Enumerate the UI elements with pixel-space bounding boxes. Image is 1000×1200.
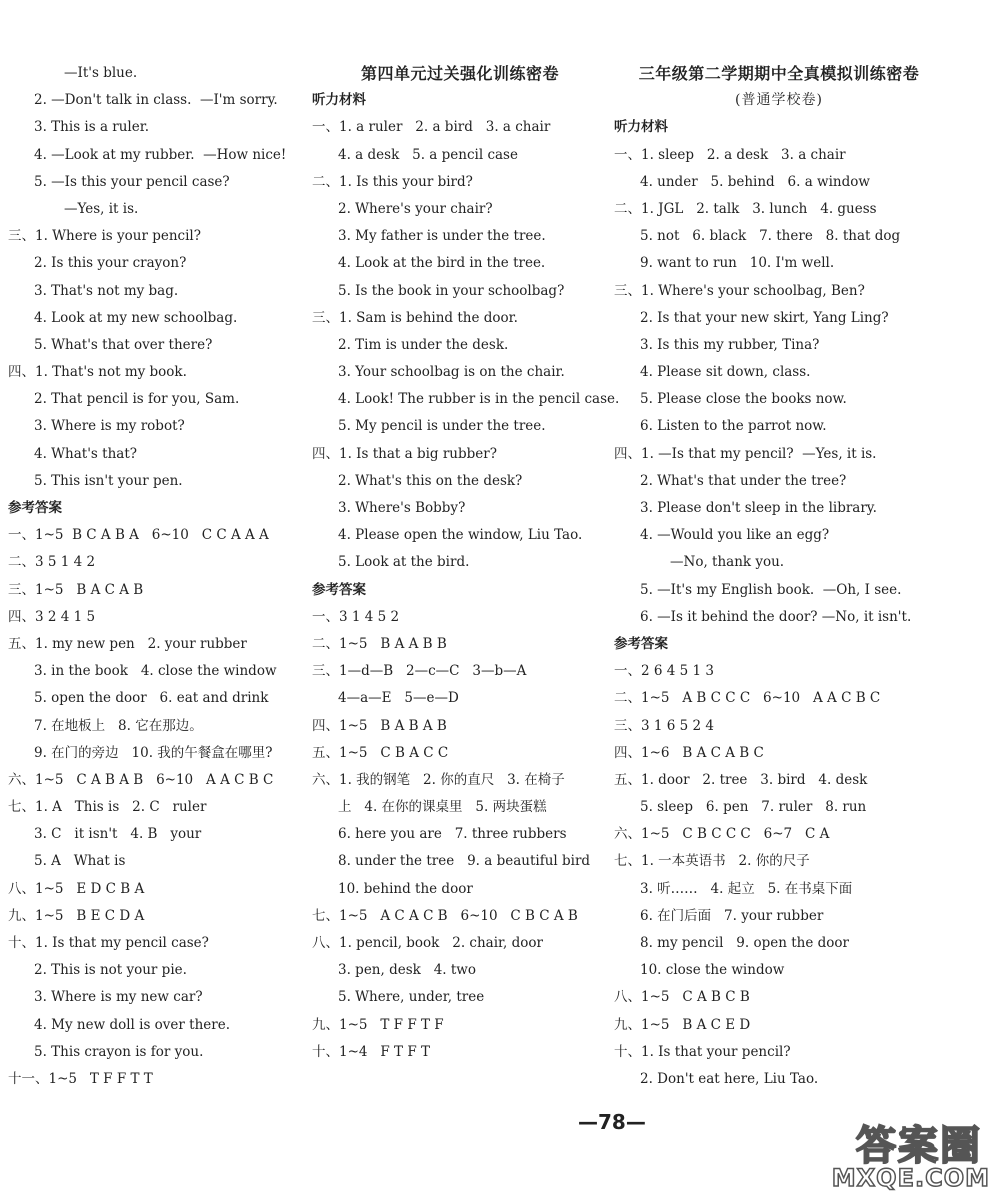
text-line: 5. A What is — [34, 853, 126, 870]
column-left — [8, 60, 308, 1093]
text-line: 五、1~5 C B A C C — [312, 744, 449, 761]
text-line: 4. My new doll is over there. — [34, 1016, 231, 1033]
text-line: 2. What's this on the desk? — [338, 472, 523, 489]
text-line: 2. That pencil is for you, Sam. — [34, 391, 240, 408]
text-line: 8. my pencil 9. open the door — [640, 935, 849, 951]
text-line: 3. Where's Bobby? — [338, 500, 466, 516]
section-title: 三年级第二学期期中全真模拟训练密卷 — [638, 64, 920, 83]
text-line: 3. Please don't sleep in the library. — [640, 500, 877, 516]
text-line: 三、1—d—B 2—c—C 3—b—A — [312, 663, 527, 680]
text-line: 四、1. —Is that my pencil? —Yes, it is. — [614, 445, 877, 462]
text-line: 5. —Is this your pencil case? — [34, 173, 230, 190]
text-line: 5. open the door 6. eat and drink — [34, 690, 269, 707]
text-line: 八、1~5 E D C B A — [8, 880, 145, 897]
text-line: 3. Your schoolbag is on the chair. — [338, 364, 565, 381]
text-line: 9. 在门的旁边 10. 我的午餐盒在哪里? — [34, 744, 273, 761]
text-line: 六、1~5 C B C C C 6~7 C A — [614, 826, 830, 843]
section-heading: 听力材料 — [312, 92, 366, 109]
watermark-logo — [790, 1114, 990, 1192]
text-line: 10. behind the door — [338, 880, 473, 897]
text-line: 四、3 2 4 1 5 — [8, 608, 96, 625]
text-line: 3. Where is my new car? — [34, 989, 203, 1006]
text-line: 四、1. Is that a big rubber? — [312, 445, 497, 462]
text-line: 3. Is this my rubber, Tina? — [640, 336, 820, 353]
text-line: 三、1~5 B A C A B — [8, 581, 144, 598]
text-line: 一、2 6 4 5 1 3 — [614, 663, 714, 680]
text-line: 3. This is a ruler. — [34, 119, 150, 136]
text-line: 3. in the book 4. close the window — [34, 663, 277, 680]
section-heading: 参考答案 — [614, 635, 668, 652]
text-line: 3. C it isn't 4. B your — [34, 826, 202, 843]
text-line: 5. This isn't your pen. — [34, 472, 183, 489]
text-line: 6. —Is it behind the door? —No, it isn't. — [640, 608, 912, 625]
section-subtitle: (普通学校卷) — [735, 92, 823, 109]
text-line: 4. What's that? — [34, 445, 137, 462]
text-line: 2. Tim is under the desk. — [338, 336, 509, 353]
watermark-url: MXQE.COM — [831, 1164, 990, 1192]
text-line: 2. Where's your chair? — [338, 200, 493, 217]
page-number: —78— — [578, 1110, 646, 1134]
text-line: 4. under 5. behind 6. a window — [640, 173, 870, 190]
text-line: 4. Look! The rubber is in the pencil case. — [338, 391, 620, 408]
text-line: 四、1. That's not my book. — [8, 364, 187, 381]
text-line: 四、1~5 B A B A B — [312, 717, 447, 734]
text-line: 4. —Look at my rubber. —How nice! — [34, 146, 287, 163]
text-line: 七、1. 一本英语书 2. 你的尺子 — [614, 853, 810, 870]
text-line: 4—a—E 5—e—D — [338, 690, 459, 707]
text-line: 十一、1~5 T F F T T — [8, 1070, 153, 1087]
text-line: 2. Don't eat here, Liu Tao. — [640, 1070, 819, 1087]
text-line: 七、1. A This is 2. C ruler — [8, 799, 207, 816]
text-line: 十、1. Is that your pencil? — [614, 1043, 791, 1060]
text-line: 4. Look at my new schoolbag. — [34, 309, 238, 326]
text-line: 2. —Don't talk in class. —I'm sorry. — [34, 92, 278, 109]
section-heading: 参考答案 — [312, 581, 366, 598]
text-line: 上 4. 在你的课桌里 5. 两块蛋糕 — [338, 799, 547, 816]
text-line: 一、1. sleep 2. a desk 3. a chair — [614, 146, 846, 163]
text-line: —Yes, it is. — [64, 200, 139, 217]
text-line: 十、1~4 F T F T — [312, 1043, 430, 1060]
text-line: 五、1. my new pen 2. your rubber — [8, 635, 247, 652]
text-line: 二、1. JGL 2. talk 3. lunch 4. guess — [614, 200, 877, 217]
text-line: 3. 听…… 4. 起立 5. 在书桌下面 — [640, 880, 853, 897]
text-line: 九、1~5 B E C D A — [8, 907, 145, 924]
text-line: 2. What's that under the tree? — [640, 472, 847, 489]
text-line: 5. Look at the bird. — [338, 554, 470, 571]
text-line: 一、1. a ruler 2. a bird 3. a chair — [312, 119, 551, 136]
text-line: 4. —Would you like an egg? — [640, 527, 830, 544]
text-line: 九、1~5 B A C E D — [614, 1016, 751, 1033]
text-line: 4. a desk 5. a pencil case — [338, 146, 518, 163]
text-line: 十、1. Is that my pencil case? — [8, 935, 209, 951]
text-line: 七、1~5 A C A C B 6~10 C B C A B — [312, 907, 578, 924]
text-line: 2. Is this your crayon? — [34, 255, 187, 272]
text-line: 5. not 6. black 7. there 8. that dog — [640, 228, 901, 245]
watermark-text: 答案圈 — [856, 1123, 982, 1169]
text-line: 二、1~5 A B C C C 6~10 A A C B C — [614, 690, 881, 707]
text-line: 7. 在地板上 8. 它在那边。 — [34, 717, 203, 734]
section-title: 第四单元过关强化训练密卷 — [360, 64, 559, 83]
text-line: 5. —It's my English book. —Oh, I see. — [640, 581, 902, 598]
text-line: 5. sleep 6. pen 7. ruler 8. run — [640, 799, 867, 816]
text-line: 5. Please close the books now. — [640, 391, 847, 408]
text-line: 4. Look at the bird in the tree. — [338, 255, 546, 272]
text-line: 10. close the window — [640, 962, 785, 979]
text-line: 4. Please sit down, class. — [640, 364, 811, 381]
text-line: 3. My father is under the tree. — [338, 228, 546, 245]
text-line: 3. Where is my robot? — [34, 418, 185, 435]
text-line: 一、1~5 B C A B A 6~10 C C A A A — [8, 527, 269, 544]
text-line: 三、1. Where's your schoolbag, Ben? — [614, 282, 865, 299]
column-right — [614, 60, 944, 1093]
text-line: 一、3 1 4 5 2 — [312, 608, 400, 625]
text-line: 5. What's that over there? — [34, 336, 213, 353]
section-heading: 参考答案 — [8, 500, 62, 516]
text-line: 三、3 1 6 5 2 4 — [614, 717, 714, 734]
text-line: 6. 在门后面 7. your rubber — [640, 907, 824, 924]
text-line: 二、3 5 1 4 2 — [8, 554, 96, 571]
text-line: 2. Is that your new skirt, Yang Ling? — [640, 309, 889, 326]
text-line: 5. Where, under, tree — [338, 989, 485, 1006]
text-line: 3. pen, desk 4. two — [338, 962, 476, 979]
text-line: —It's blue. — [64, 65, 138, 81]
text-line: 6. here you are 7. three rubbers — [338, 826, 567, 843]
column-middle — [312, 60, 620, 1066]
text-line: 九、1~5 T F F T F — [312, 1016, 444, 1033]
text-line: 3. That's not my bag. — [34, 282, 179, 299]
text-line: —No, thank you. — [670, 554, 785, 571]
text-line: 三、1. Where is your pencil? — [8, 228, 201, 245]
text-line: 5. Is the book in your schoolbag? — [338, 282, 565, 299]
section-heading: 听力材料 — [614, 119, 668, 136]
text-line: 二、1~5 B A A B B — [312, 635, 447, 652]
text-line: 8. under the tree 9. a beautiful bird — [338, 853, 591, 870]
text-line: 5. My pencil is under the tree. — [338, 418, 546, 435]
text-line: 八、1~5 C A B C B — [614, 989, 750, 1006]
text-line: 三、1. Sam is behind the door. — [312, 309, 518, 326]
text-line: 六、1~5 C A B A B 6~10 A A C B C — [8, 771, 274, 788]
text-line: 4. Please open the window, Liu Tao. — [338, 527, 583, 544]
text-line: 6. Listen to the parrot now. — [640, 418, 827, 435]
text-line: 5. This crayon is for you. — [34, 1043, 204, 1060]
text-line: 六、1. 我的钢笔 2. 你的直尺 3. 在椅子 — [312, 771, 565, 788]
text-line: 9. want to run 10. I'm well. — [640, 255, 835, 272]
text-line: 四、1~6 B A C A B C — [614, 744, 764, 761]
text-line: 二、1. Is this your bird? — [312, 173, 473, 190]
text-line: 五、1. door 2. tree 3. bird 4. desk — [614, 771, 868, 788]
text-line: 2. This is not your pie. — [34, 962, 187, 979]
text-line: 八、1. pencil, book 2. chair, door — [312, 935, 543, 951]
